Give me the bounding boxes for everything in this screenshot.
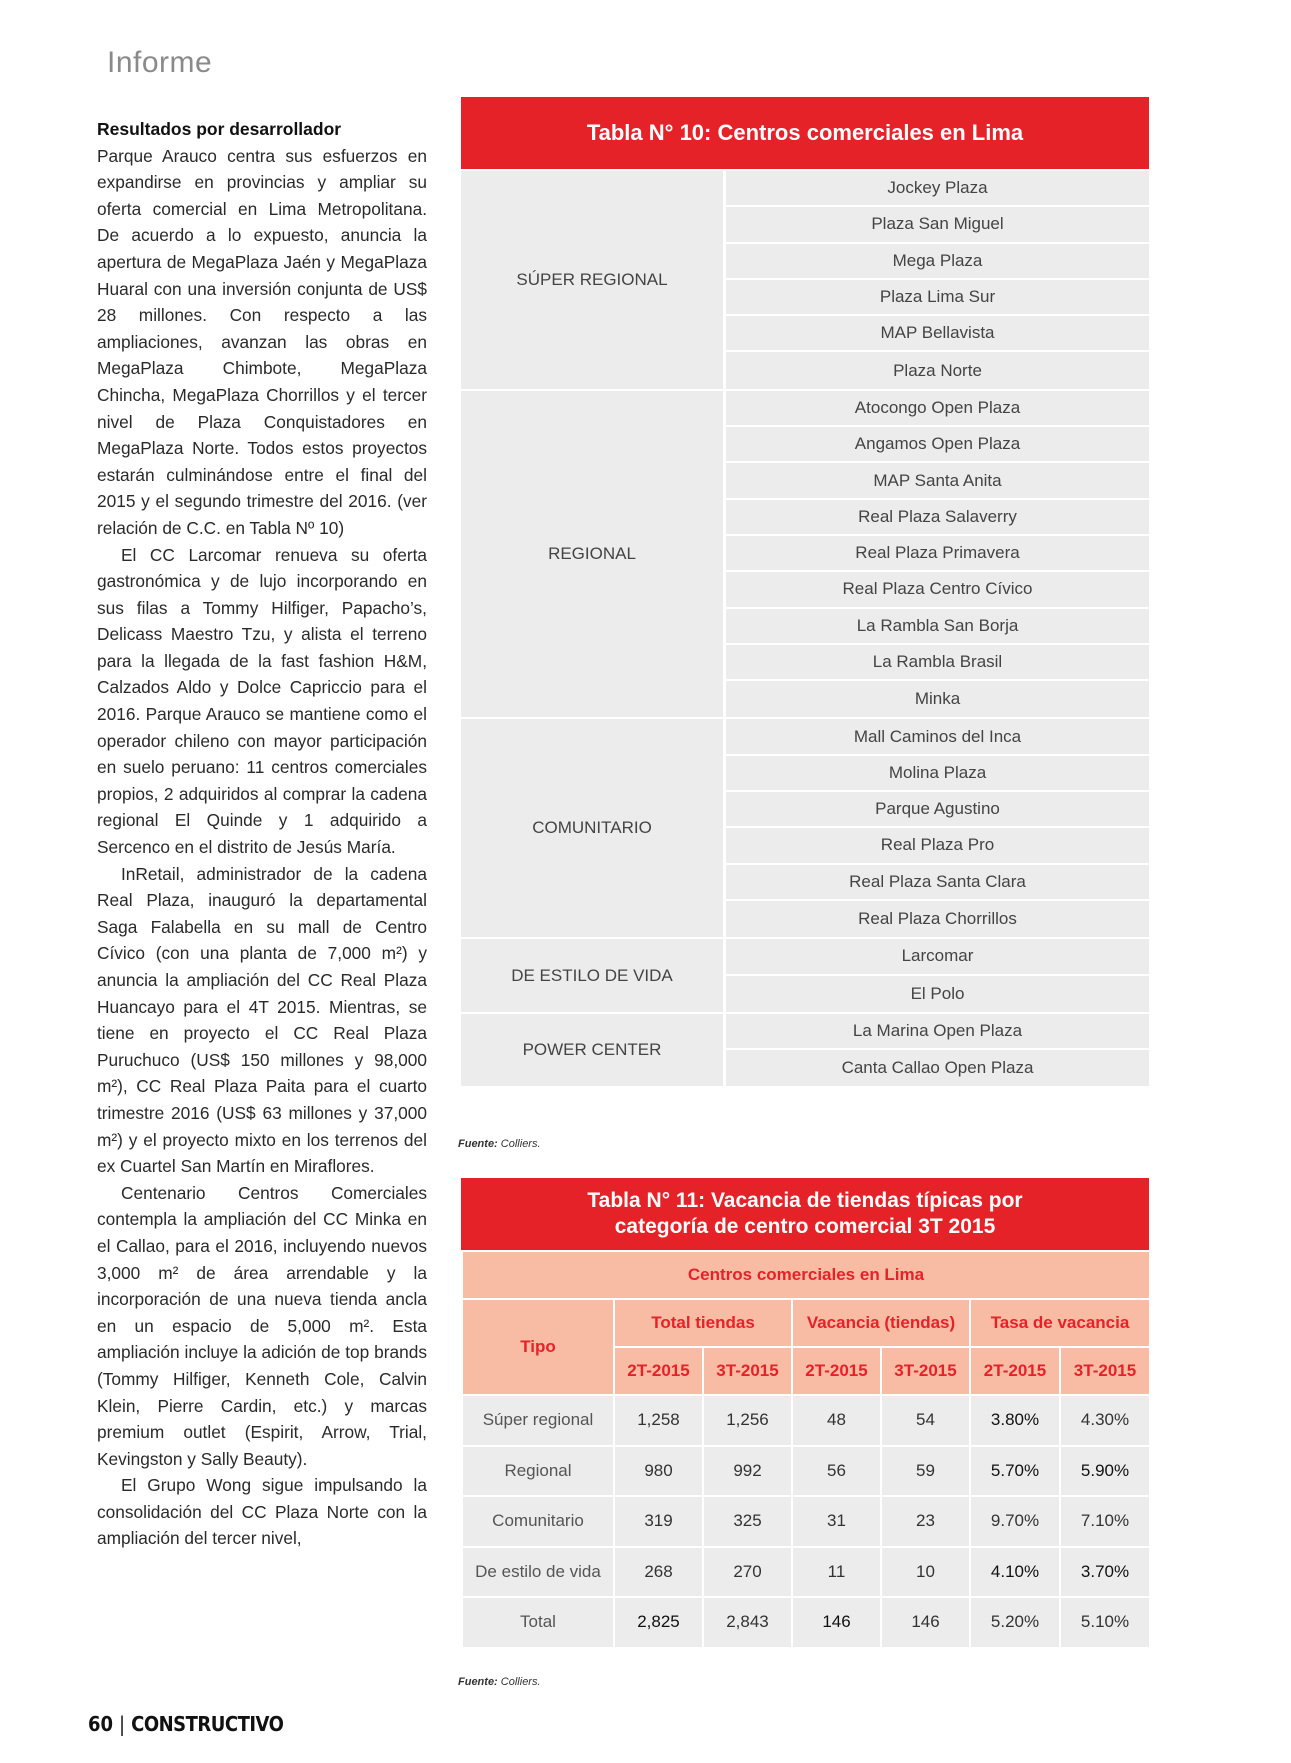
category-label: SÚPER REGIONAL (461, 171, 726, 389)
table-11-title (461, 1178, 1149, 1250)
period-header: 3T-2015 (703, 1347, 792, 1395)
mall-name: Real Plaza Chorrillos (726, 901, 1149, 937)
category-group (461, 719, 1149, 939)
table-cell: 5.20% (970, 1597, 1060, 1648)
page-footer (88, 1712, 283, 1736)
table-cell: 980 (614, 1446, 703, 1497)
table-11-source (458, 1676, 541, 1688)
table-cell: 2,825 (614, 1597, 703, 1648)
table-cell: 7.10% (1060, 1496, 1150, 1547)
source-label: Fuente: (458, 1676, 498, 1688)
row-label: Total (462, 1597, 614, 1648)
table-cell: 1,258 (614, 1395, 703, 1446)
article-paragraph: El CC Larcomar renueva su oferta gastronómica y de lujo incorporando en sus filas a Tommy Hilfiger, Papacho’s, Delicass Maestro Tzu, y alista el terreno para la llegada de la fast fashion H&M, Calzados Aldo y Dolce Capriccio para el 2016. Parque Arauco se mantiene como el operador chileno con mayor participación en suelo peruano: 11 centros comerciales propios, 2 adquiridos al comprar la cadena regional El Quinde y 1 adquirido a Sercenco en el distrito de Jesús María. (97, 544, 427, 858)
source-label: Fuente: (458, 1138, 498, 1150)
table-row (462, 1446, 1150, 1497)
category-label: REGIONAL (461, 391, 726, 718)
article-column (97, 116, 427, 1552)
category-label: DE ESTILO DE VIDA (461, 939, 726, 1012)
article-paragraph: Centenario Centros Comerciales contempla la ampliación del CC Minka en el Callao, para el 2016, incluyendo nuevos 3,000 m² de área arrendable y la incorporación de una nueva tienda ancla en un espacio de 5,000 m². Esta ampliación incluye la adición de top brands (Tommy Hilfiger, Kenneth Cole, Calvin Klein, Pierre Cardin, etc.) y marcas premium outlet (Espirit, Arrow, Trial, Kevingston y Sally Beauty). (97, 1182, 427, 1469)
row-label: Súper regional (462, 1395, 614, 1446)
row-label: De estilo de vida (462, 1547, 614, 1598)
table-11-subtitle: Centros comerciales en Lima (462, 1251, 1150, 1299)
category-group (461, 171, 1149, 391)
mall-name: Plaza Norte (726, 352, 1149, 388)
mall-name: La Rambla San Borja (726, 609, 1149, 645)
mall-name: Mega Plaza (726, 244, 1149, 280)
table-cell: 992 (703, 1446, 792, 1497)
article-paragraph: Parque Arauco centra sus esfuerzos en expandirse en provincias y ampliar su oferta comercial en Lima Metropolitana. De acuerdo a lo expuesto, anuncia la apertura de MegaPlaza Jaén y MegaPlaza Huaral con una inversión conjunta de US$ 28 millones. Con respecto a las ampliaciones, avanzan las obras en MegaPlaza Chimbote, MegaPlaza Chincha, MegaPlaza Chorrillos y el tercer nivel de Plaza Conquistadores en MegaPlaza Norte. Todos estos proyectos estarán culminándose entre el final del 2015 y el segundo trimestre del 2016. (ver relación de C.C. en Tabla Nº 10) (97, 145, 427, 538)
table-11-title-line: Tabla N° 11: Vacancia de tiendas típicas por (587, 1189, 1023, 1212)
mall-list (726, 1014, 1149, 1087)
category-group (461, 391, 1149, 720)
category-group (461, 939, 1149, 1014)
table-10-title: Tabla N° 10: Centros comerciales en Lima (461, 97, 1149, 169)
table-cell: 325 (703, 1496, 792, 1547)
table-11-grid (461, 1250, 1151, 1649)
footer-separator: | (119, 1712, 126, 1736)
article-paragraph: InRetail, administrador de la cadena Real Plaza, inauguró la departamental Saga Falabella en su mall de Centro Cívico (con una planta de 7,000 m²) y anuncia la ampliación del CC Real Plaza Huancayo para el 4T 2015. Mientras, se tiene en proyecto el CC Real Plaza Puruchuco (US$ 150 millones y 98,000 m²), CC Real Plaza Paita para el cuarto trimestre 2016 (US$ 63 millones y 37,000 m²) y el proyecto mixto en los terrenos del ex Cuartel San Martín en Miraflores. (97, 863, 427, 1177)
mall-name: Real Plaza Salaverry (726, 500, 1149, 536)
table-11 (461, 1178, 1149, 1649)
table-cell: 2,843 (703, 1597, 792, 1648)
table-cell: 48 (792, 1395, 881, 1446)
magazine-brand: CONSTRUCTIVO (131, 1712, 284, 1736)
column-header-tipo: Tipo (462, 1299, 614, 1395)
table-cell: 4.10% (970, 1547, 1060, 1598)
mall-name: Jockey Plaza (726, 171, 1149, 207)
group-header: Tasa de vacancia (970, 1299, 1150, 1347)
mall-list (726, 939, 1149, 1012)
table-cell: 3.70% (1060, 1547, 1150, 1598)
mall-name: Real Plaza Primavera (726, 536, 1149, 572)
table-cell: 23 (881, 1496, 970, 1547)
article-paragraph: El Grupo Wong sigue impulsando la consolidación del CC Plaza Norte con la ampliación del tercer nivel, (97, 1475, 427, 1549)
table-row (462, 1597, 1150, 1648)
table-cell: 31 (792, 1496, 881, 1547)
group-header: Total tiendas (614, 1299, 792, 1347)
mall-name: MAP Santa Anita (726, 463, 1149, 499)
mall-name: Minka (726, 681, 1149, 717)
table-row (462, 1547, 1150, 1598)
period-header: 2T-2015 (970, 1347, 1060, 1395)
source-value: Colliers. (500, 1138, 541, 1150)
mall-name: Parque Agustino (726, 792, 1149, 828)
mall-name: MAP Bellavista (726, 316, 1149, 352)
source-value: Colliers. (500, 1676, 541, 1688)
mall-list (726, 719, 1149, 937)
page-number: 60 (88, 1712, 114, 1736)
mall-name: Angamos Open Plaza (726, 427, 1149, 463)
period-header: 3T-2015 (1060, 1347, 1150, 1395)
mall-name: El Polo (726, 976, 1149, 1012)
mall-name: Real Plaza Pro (726, 828, 1149, 864)
mall-name: Plaza San Miguel (726, 207, 1149, 243)
table-cell: 1,256 (703, 1395, 792, 1446)
mall-name: La Marina Open Plaza (726, 1014, 1149, 1050)
table-10-body (461, 171, 1149, 1088)
mall-name: Mall Caminos del Inca (726, 719, 1149, 755)
section-header: Informe (107, 46, 213, 79)
table-row (462, 1395, 1150, 1446)
table-cell: 54 (881, 1395, 970, 1446)
period-header: 2T-2015 (614, 1347, 703, 1395)
period-header: 3T-2015 (881, 1347, 970, 1395)
table-cell: 59 (881, 1446, 970, 1497)
table-10-source (458, 1138, 541, 1150)
table-cell: 4.30% (1060, 1395, 1150, 1446)
table-cell: 268 (614, 1547, 703, 1598)
table-cell: 5.70% (970, 1446, 1060, 1497)
row-label: Regional (462, 1446, 614, 1497)
category-label: COMUNITARIO (461, 719, 726, 937)
group-header: Vacancia (tiendas) (792, 1299, 970, 1347)
mall-name: Real Plaza Santa Clara (726, 865, 1149, 901)
table-cell: 319 (614, 1496, 703, 1547)
mall-list (726, 391, 1149, 718)
table-cell: 5.90% (1060, 1446, 1150, 1497)
category-group (461, 1014, 1149, 1089)
period-header: 2T-2015 (792, 1347, 881, 1395)
mall-name: Real Plaza Centro Cívico (726, 572, 1149, 608)
category-label: POWER CENTER (461, 1014, 726, 1087)
table-cell: 3.80% (970, 1395, 1060, 1446)
row-label: Comunitario (462, 1496, 614, 1547)
table-cell: 9.70% (970, 1496, 1060, 1547)
table-cell: 146 (881, 1597, 970, 1648)
table-cell: 146 (792, 1597, 881, 1648)
table-cell: 5.10% (1060, 1597, 1150, 1648)
table-11-title-line: categoría de centro comercial 3T 2015 (614, 1215, 996, 1238)
mall-name: Canta Callao Open Plaza (726, 1050, 1149, 1086)
mall-name: Atocongo Open Plaza (726, 391, 1149, 427)
table-10 (461, 97, 1149, 1088)
mall-name: Plaza Lima Sur (726, 280, 1149, 316)
table-cell: 56 (792, 1446, 881, 1497)
mall-name: Molina Plaza (726, 756, 1149, 792)
mall-list (726, 171, 1149, 389)
mall-name: La Rambla Brasil (726, 645, 1149, 681)
table-cell: 11 (792, 1547, 881, 1598)
table-row (462, 1496, 1150, 1547)
mall-name: Larcomar (726, 939, 1149, 975)
table-cell: 10 (881, 1547, 970, 1598)
table-cell: 270 (703, 1547, 792, 1598)
article-heading: Resultados por desarrollador (97, 119, 342, 139)
